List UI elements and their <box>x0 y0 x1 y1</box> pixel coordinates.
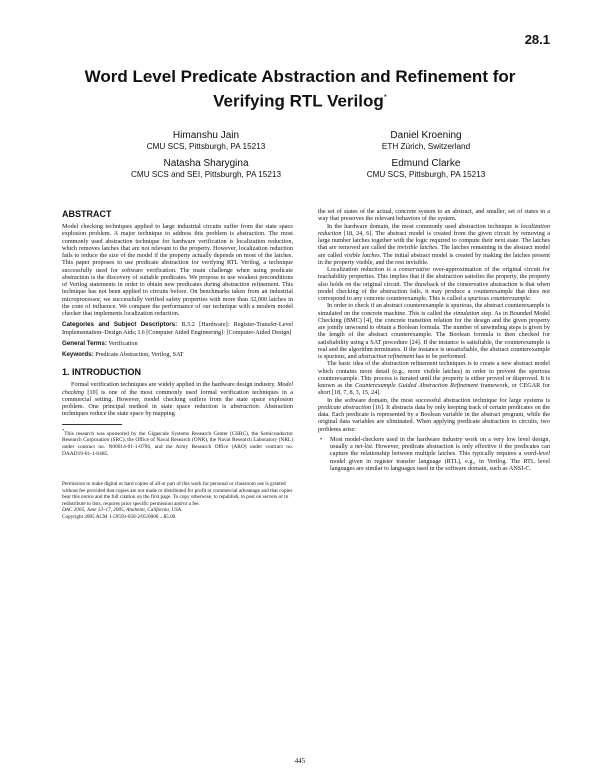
session-label: 28.1 <box>524 32 550 47</box>
permission-notice: Permission to make digital or hard copies of all or part of this work for personal or classroom use is granted without fee provided that copies are not made or distributed for profit or commercial advantage and that copies bear this notice and the full citation on the first page. To copy otherwise, to republish, to post on servers or to redistribute to lists, requires prior specific permission and/or a fee. <box>62 481 293 507</box>
emphasis: conservative <box>398 266 431 273</box>
emphasis: abstraction refinement <box>358 353 415 360</box>
categories-label: Categories and Subject Descriptors: <box>62 321 178 329</box>
text-run: [16]. It abstracts data by only keeping track of certain predicates on the data. Each predicate is represented by a Boolean variable in the abstract program, while the original data variables are eliminated. When applying predicate abstraction to circuits, two problems arise: <box>318 403 550 433</box>
text-run: . The latches remaining in the abstract model are called <box>318 244 550 259</box>
text-run: . <box>529 295 532 302</box>
emphasis: Counterexample Guided Abstraction Refinement <box>355 382 478 389</box>
author-1 <box>86 130 326 152</box>
text-run: model given in register transfer language (RTL), e.g., in Verilog. The RTL level languages are similar to languages used in the software domain, such as ANSI-C. <box>330 457 550 472</box>
abstract-text: Model checking techniques applied to large industrial circuits suffer from the state space explosion problem. A major technique to address this problem is abstraction. The most commonly used abstraction technique for hardware verification is localization reduction, which removes latches that are not relevant to the property. However, localization reduction fails to reduce the size of the model if the property actually depends on most of the latches. This paper proposes to use predicate abstraction for verifying RTL Verilog, a technique successfully used for software verification. The main challenge when using predicate abstraction is the discovery of suitable predicates. We propose to use weakest preconditions of Verilog statements in order to obtain new predicates during abstraction refinement. This technique has not been applied to circuits before. On benchmarks taken from an industrial microprocessor, we successfully verified safety properties with more than 32,000 latches in the cone of influence. We compare the performance of our technique with a modern model checker that implements localization reduction. <box>62 223 293 317</box>
author-name: Natasha Sharygina <box>163 158 249 169</box>
text-run: Localization reduction is a <box>327 266 399 273</box>
text-run: In the software domain, the most successful abstraction technique for large systems is <box>327 396 550 404</box>
author-affiliation: CMU SCS and SEI, Pittsburgh, PA 15213 <box>130 170 282 179</box>
general-terms <box>62 340 293 347</box>
emphasis: Model checking <box>62 381 293 396</box>
emphasis: word-level <box>523 450 550 458</box>
author-name: Himanshu Jain <box>172 130 240 141</box>
author-name: Daniel Kroening <box>390 130 462 141</box>
footnote-mark: * <box>62 427 65 433</box>
emphasis: visible latches <box>344 251 380 259</box>
text-run: In order to check if an abstract counterexample is spurious, the abstract counterexample is simulated on the concrete machine. This is called the <box>318 302 551 317</box>
text-run: The basic idea of the abstraction refinement techniques is to create a new abstract model which contains more detail (e.g., more visible latches) in order to prevent the spurious counterexample. This process is iterated until the property is either proved or disproved. It is known as the <box>318 360 550 389</box>
paragraph <box>318 266 550 302</box>
funding-footnote <box>62 428 293 458</box>
emphasis: simulation <box>453 309 480 317</box>
categories <box>62 321 293 336</box>
author-4 <box>306 158 546 180</box>
keywords-label: Keywords: <box>62 351 94 358</box>
author-affiliation: CMU SCS, Pittsburgh, PA 15213 <box>146 142 266 151</box>
text-run: . The initial abstract model is created by making the latches present in the property visible, and the rest invisible. <box>318 251 550 266</box>
paragraph <box>318 397 550 433</box>
footnote-text: This research was sponsored by the Gigascale Systems Research Center (GSRC), the Semiconductor Research Corporation (SRC), the Office of Naval Research (ONR), the Naval Research Laboratory (NRL) under contract no. N00014-01-1-0796, and the Army Research Office (ARO) under contract no. DAAD19-01-1-0485. <box>62 430 293 457</box>
text-run: [10] is one of the most commonly used formal verification techniques in a commercial setting. However, model checking suffers from the state space explosion problem. One principal method in state space reduction is <box>62 388 293 410</box>
text-run: In the hardware domain, the most commonly used abstraction technique is <box>327 222 521 230</box>
author-affiliation: CMU SCS, Pittsburgh, PA 15213 <box>366 170 486 179</box>
terms-label: General Terms: <box>62 339 107 347</box>
emphasis: net-list <box>354 443 373 450</box>
abstract-heading: ABSTRACT <box>62 209 112 219</box>
title-line-1: Word Level Predicate Abstraction and Refinement for <box>84 67 516 86</box>
emphasis: invisible latches <box>396 244 438 252</box>
title-line-2 <box>40 87 560 112</box>
copyright-line: Copyright 2005 ACM 1-59593-058-2/05/0006 ...$5.00. <box>62 513 177 520</box>
author-3 <box>86 158 326 180</box>
left-column <box>62 209 293 520</box>
intro-heading: 1. INTRODUCTION <box>62 367 142 378</box>
text-run: . Abstraction techniques reduce the state space by mapping <box>62 403 293 418</box>
emphasis: predicate abstraction <box>318 403 371 411</box>
bullet-dot: • <box>320 435 323 443</box>
categories-text: B.5.2 [Hardware]: Register-Transfer-Level Implementation–Design Aids; I.6 [Computer Aided Engineering]: [Computer-Aided Design] <box>62 321 294 336</box>
title-footnote-mark: * <box>383 93 387 102</box>
text-run: step. As in Bounded Model Checking (BMC) [4], the concrete transition relation for the design and the given property are jointly unwound to obtain a Boolean formula. The number of unwinding steps is given by the length of the abstract counterexample. The Boolean formula is then checked for satisfiability using a SAT procedure [24]. If the instance is satisfiable, the counterexample is real and the algorithm terminates. If the instance is unsatisfiable, the abstract counterexample is spurious, and <box>318 309 551 360</box>
text-run: over-approximation of the original circuit for reachability properties. This implies that if the abstraction satisfies the property, the property also holds on the original circuit. The drawback of the conservative abstraction is that when model checking of the abstraction fails, it may produce a counterexample that does not correspond to any concrete counterexample. This is called a <box>318 266 550 302</box>
author-affiliation: ETH Zürich, Switzerland <box>381 142 471 151</box>
terms-text: Verification <box>108 339 138 347</box>
emphasis: spurious counterexample <box>467 295 530 302</box>
conference-text: DAC 2005, June 13–17, 2005, Anaheim, California, USA. <box>62 507 183 514</box>
keywords-text: Predicate Abstraction, Verilog, SAT <box>95 351 184 358</box>
emphasis: localization reduction <box>318 222 550 237</box>
intro-paragraph <box>62 381 293 417</box>
page-number: 445 <box>294 757 306 765</box>
text-run: Most model-checkers used in the hardware industry work on a very low level design, usually a <box>330 435 550 450</box>
text-run: [18, 24, 6]. The abstract model is created from the given circuit by removing a large number latches together with the logic required to compute their next state. The latches that are removed are called the <box>318 229 550 252</box>
paper-title <box>40 66 560 112</box>
spacer <box>62 457 293 481</box>
paragraph <box>318 360 550 396</box>
author-2 <box>306 130 546 152</box>
text-run: framework, or CEGAR for short [18, 7, 8, 3, 15, 24]. <box>318 382 550 397</box>
paragraph: the set of states of the actual, concrete system to an abstract, and smaller, set of states in a way that preserves the relevant behaviors of the system. <box>318 208 550 223</box>
keywords <box>62 351 293 358</box>
emphasis: abstraction <box>230 403 259 410</box>
text-run: has to be performed. <box>414 353 467 360</box>
right-column <box>318 208 550 472</box>
bullet-item <box>318 436 550 472</box>
paragraph <box>318 302 550 360</box>
author-name: Edmund Clarke <box>391 158 461 169</box>
footnote-rule <box>62 424 122 425</box>
text-run: Formal verification techniques are widely applied in the hardware design industry. <box>71 381 278 389</box>
paragraph <box>318 223 550 267</box>
text-run: . However, predicate abstraction is only effective if the predicates can capture the relationship between multiple latches. This typically requires a <box>330 443 551 458</box>
title-line-2-text: Verifying RTL Verilog <box>213 91 384 111</box>
